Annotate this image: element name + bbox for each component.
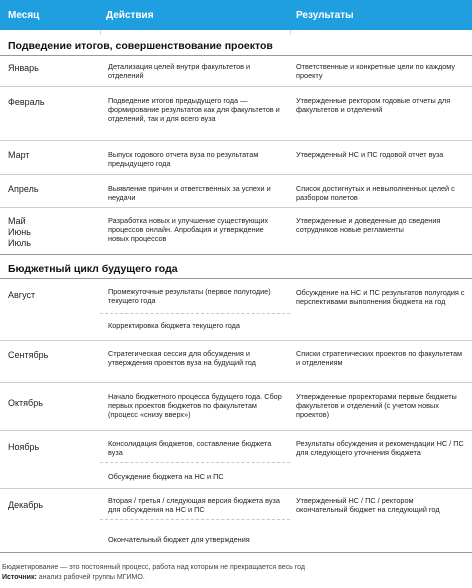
divider [0,552,472,553]
result-cell: Утвержденные проректорами первые бюджеты факультетов и отделений (с учетом новых проектов) [296,392,457,419]
action-cell: Стратегическая сессия для обсуждения и утверждения проектов вуза на будущий год [108,349,256,367]
action-cell: Обсуждение бюджета на НС и ПС [108,472,224,481]
footer-note: Бюджетирование — это постоянный процесс, работа над которым не прекращается весь год [2,564,305,571]
row-divider [0,174,472,175]
result-cell: Списки стратегических проектов по факультетам и отделениям [296,349,463,367]
action-cell: Подведение итогов предыдущего года — формирование результатов как для факультетов и отделений, так и для всего вуза [108,96,280,123]
result-cell: Ответственные и конкретные цели по каждому проекту [296,62,456,80]
result-cell: Утвержденный НС / ПС / ректором окончательный бюджет на следующий год [296,496,440,514]
action-cell: Выявление причин и ответственных за успехи и неудачи [108,184,271,202]
footer-source [2,573,145,582]
month-label: Сентябрь [8,350,49,360]
section-title-results: Подведение итогов, совершенствование проектов [8,40,273,52]
row-divider [0,430,472,431]
action-cell: Выпуск годового отчета вуза по результатам предыдущего года [108,150,259,168]
table-header [0,0,472,30]
header-month: Месяц [8,10,40,21]
month-label: Ноябрь [8,442,40,452]
row-subdivider [100,462,290,463]
month-label: Февраль [8,97,45,107]
month-label: Январь [8,63,39,73]
divider [0,254,472,255]
result-cell: Обсуждение на НС и ПС результатов полугодия с перспективами выполнения бюджета на год [296,288,465,306]
row-subdivider [100,519,290,520]
action-cell: Разработка новых и улучшение существующих процессов онлайн. Апробация и утверждение новых процессов [108,216,269,243]
header-actions: Действия [106,10,154,21]
month-label: Март [8,150,30,160]
month-label: Май Июнь Июль [8,216,31,248]
month-label: Декабрь [8,500,44,510]
month-label: Апрель [8,184,39,194]
result-cell: Утвержденный НС и ПС годовой отчет вуза [296,150,444,159]
row-subdivider [100,313,290,314]
row-divider [0,488,472,489]
divider [0,278,472,279]
divider [0,55,472,56]
result-cell: Утвержденные и доведенные до сведения сотрудников новые регламенты [296,216,441,234]
month-label: Август [8,290,36,300]
header-results: Результаты [296,10,354,21]
row-divider [0,340,472,341]
action-cell: Окончательный бюджет для утверждения [108,535,250,544]
action-cell: Вторая / третья / следующая версия бюджета вуза для обсуждения на НС и ПС [108,496,280,514]
action-cell: Начало бюджетного процесса будущего года. Сбор первых проектов бюджетов по факультетам (процесс «снизу вверх») [108,392,282,419]
source-text: анализ рабочей группы МГИМО. [38,574,145,581]
source-label: Источник: [2,574,37,581]
action-cell: Детализация целей внутри факультетов и отделений [108,62,251,80]
row-divider [0,207,472,208]
result-cell: Список достигнутых и невыполненных целей с разбором полетов [296,184,455,202]
row-divider [0,382,472,383]
column-divider [100,30,101,35]
result-cell: Утвержденные ректором годовые отчеты для факультетов и отделений [296,96,451,114]
column-divider [290,30,291,35]
row-divider [0,86,472,87]
section-title-budget: Бюджетный цикл будущего года [8,263,178,275]
result-cell: Результаты обсуждения и рекомендации НС / ПС для следующего уточнения бюджета [296,439,464,457]
action-cell: Промежуточные результаты (первое полугодие) текущего года [108,287,271,305]
action-cell: Корректировка бюджета текущего года [108,321,240,330]
month-label: Октябрь [8,398,43,408]
action-cell: Консолидация бюджетов, составление бюджета вуза [108,439,272,457]
row-divider [0,140,472,141]
